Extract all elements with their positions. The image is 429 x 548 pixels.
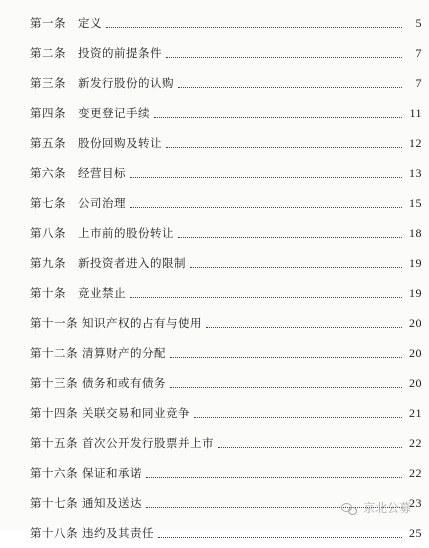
toc-row[interactable] xyxy=(30,218,422,248)
toc-article-number: 第十四条 xyxy=(30,406,78,420)
toc-article-number: 第十八条 xyxy=(30,526,78,540)
toc-title: 违约及其责任 xyxy=(82,526,154,540)
toc-row[interactable] xyxy=(30,8,422,38)
toc-title: 知识产权的占有与使用 xyxy=(82,316,202,330)
toc-article-number: 第七条 xyxy=(30,196,66,210)
toc-title: 定义 xyxy=(78,16,102,30)
toc-row[interactable] xyxy=(30,458,422,488)
wechat-icon xyxy=(341,502,357,514)
toc-title: 清算财产的分配 xyxy=(82,346,166,360)
toc-title: 通知及送达 xyxy=(82,496,142,510)
toc-page-number: 25 xyxy=(409,525,422,540)
toc-leader xyxy=(130,177,402,178)
watermark xyxy=(341,499,411,516)
toc-article-number: 第二条 xyxy=(30,46,66,60)
toc-title: 首次公开发行股票并上市 xyxy=(82,436,214,450)
toc-row[interactable] xyxy=(30,338,422,368)
toc-row[interactable] xyxy=(30,278,422,308)
toc-row[interactable] xyxy=(30,158,422,188)
toc-leader xyxy=(146,477,402,478)
toc-title: 公司治理 xyxy=(78,196,126,210)
toc-leader xyxy=(170,357,402,358)
toc-title: 竞业禁止 xyxy=(78,286,126,300)
toc-article-number: 第十一条 xyxy=(30,316,78,330)
toc-leader xyxy=(190,267,402,268)
toc-article-number: 第十六条 xyxy=(30,466,78,480)
toc-row[interactable] xyxy=(30,368,422,398)
toc-leader xyxy=(178,87,402,88)
toc-page-number: 11 xyxy=(409,105,422,120)
toc-leader xyxy=(194,417,402,418)
toc-page-number: 20 xyxy=(409,375,422,390)
toc-page-number: 22 xyxy=(409,435,422,450)
toc-leader xyxy=(130,297,402,298)
toc-title: 关联交易和同业竞争 xyxy=(82,406,190,420)
toc-title: 债务和或有债务 xyxy=(82,376,166,390)
toc-page-number: 18 xyxy=(409,225,422,240)
toc-article-number: 第十三条 xyxy=(30,376,78,390)
toc-page-number: 23 xyxy=(409,495,422,510)
toc-article-number: 第五条 xyxy=(30,136,66,150)
toc-title: 变更登记手续 xyxy=(78,106,150,120)
toc-page-number: 12 xyxy=(409,135,422,150)
toc-article-number: 第一条 xyxy=(30,16,66,30)
toc-title: 保证和承诺 xyxy=(82,466,142,480)
table-of-contents xyxy=(30,8,422,548)
toc-article-number: 第六条 xyxy=(30,166,66,180)
toc-title: 经营目标 xyxy=(78,166,126,180)
toc-page-number: 15 xyxy=(409,195,422,210)
toc-leader xyxy=(166,57,402,58)
toc-leader xyxy=(206,327,402,328)
toc-title: 投资的前提条件 xyxy=(78,46,162,60)
toc-title: 股份回购及转让 xyxy=(78,136,162,150)
toc-article-number: 第三条 xyxy=(30,76,66,90)
toc-page-number: 5 xyxy=(415,15,422,30)
toc-article-number: 第四条 xyxy=(30,106,66,120)
toc-article-number: 第十七条 xyxy=(30,496,78,510)
watermark-text: 京北公募 xyxy=(362,501,411,515)
toc-leader xyxy=(166,147,402,148)
toc-page-number: 7 xyxy=(415,45,422,60)
toc-article-number: 第十二条 xyxy=(30,346,78,360)
toc-row[interactable] xyxy=(30,98,422,128)
toc-article-number: 第十条 xyxy=(30,286,66,300)
toc-page-number: 13 xyxy=(409,165,422,180)
toc-leader xyxy=(158,537,402,538)
toc-article-number: 第十五条 xyxy=(30,436,78,450)
toc-page-number: 21 xyxy=(409,405,422,420)
toc-leader xyxy=(130,207,402,208)
toc-page-number: 22 xyxy=(409,465,422,480)
toc-article-number: 第八条 xyxy=(30,226,66,240)
toc-leader xyxy=(154,117,402,118)
toc-page-number: 20 xyxy=(409,345,422,360)
toc-article-number: 第九条 xyxy=(30,256,66,270)
toc-leader xyxy=(170,387,402,388)
toc-title: 新发行股份的认购 xyxy=(78,76,174,90)
toc-page-number: 19 xyxy=(409,255,422,270)
toc-leader xyxy=(106,27,402,28)
toc-row[interactable] xyxy=(30,188,422,218)
toc-title: 上市前的股份转让 xyxy=(78,226,174,240)
toc-row[interactable] xyxy=(30,518,422,548)
toc-row[interactable] xyxy=(30,428,422,458)
toc-row[interactable] xyxy=(30,68,422,98)
toc-row[interactable] xyxy=(30,248,422,278)
toc-page-number: 19 xyxy=(409,285,422,300)
toc-leader xyxy=(218,447,402,448)
toc-page-number: 7 xyxy=(415,75,422,90)
toc-row[interactable] xyxy=(30,38,422,68)
toc-row[interactable] xyxy=(30,308,422,338)
toc-leader xyxy=(178,237,402,238)
toc-row[interactable] xyxy=(30,128,422,158)
toc-row[interactable] xyxy=(30,398,422,428)
toc-title: 新投资者进入的限制 xyxy=(78,256,186,270)
toc-page-number: 20 xyxy=(409,315,422,330)
